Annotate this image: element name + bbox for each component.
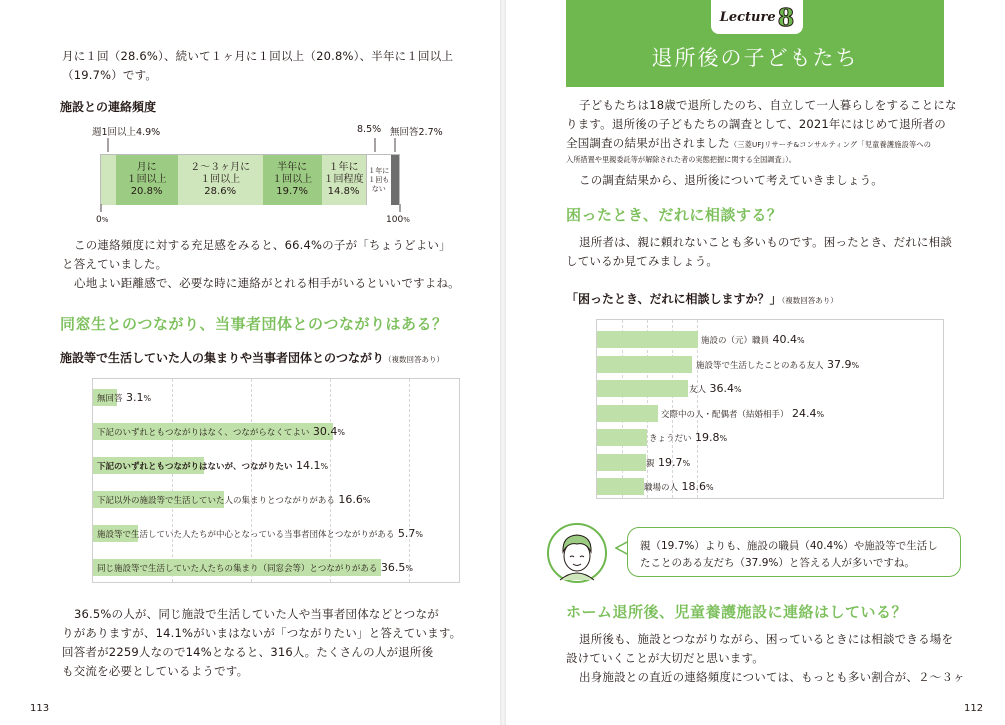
section-heading-contact: ホーム退所後、児童養護施設に連絡はしている？ — [566, 603, 908, 621]
tick-0: 0% — [96, 215, 109, 225]
para1-line-2: ります。退所後の子どもたちの調査として、2021年にはじめて退所者の — [566, 117, 946, 131]
right-page — [503, 0, 1005, 725]
bar-category: 施設等で生活したことのある友人 — [696, 360, 824, 371]
stacked-segment — [366, 155, 391, 205]
lecture-header — [566, 0, 944, 87]
bar — [597, 454, 646, 471]
stacked-bar-axis — [100, 204, 402, 214]
section-heading-consult: 困ったとき、だれに相談する？ — [566, 206, 783, 224]
bar-category: 親 — [646, 458, 655, 469]
bar — [597, 331, 698, 348]
callout-leader-lines — [100, 134, 410, 154]
bar-category: 無回答 — [97, 394, 123, 404]
bar-value: 40.4% — [769, 333, 805, 346]
bar-value: 37.9% — [823, 357, 860, 371]
speech-line-1: 親（19.7%）よりも、施設の職員（40.4%）や施設等で生活し — [640, 540, 938, 552]
bar-label — [93, 525, 423, 544]
stacked-segment-label: 半年に １回以上 19.7% — [272, 162, 313, 197]
stacked-segment-label: 月に １回以上 20.8% — [126, 162, 167, 197]
bar-category: 施設等で生活していた人たちが中心となっている当事者団体とつながりがある — [97, 530, 395, 540]
para3-line-2: りがありますが、14.1%がいまはないが「つながりたい」と答えています。 — [62, 626, 462, 640]
bar-label — [93, 491, 370, 510]
lecture-title: 退所後の子どもたち — [651, 46, 859, 70]
bar-category: 同じ施設等で生活していた人たちの集まり（同窓会等）とつながりがある — [97, 564, 378, 574]
callout-no-answer: 無回答2.7% — [390, 127, 443, 138]
para3-line-4: も交流を必要としているようです。 — [62, 664, 249, 678]
para2-line-3: 心地よい距離感で、必要な時に連絡がとれる相手がいるといいですよね。 — [74, 276, 460, 290]
lecture-number: 8 — [777, 2, 795, 32]
bar-category: 下記のいずれともつながりはなく、つながらなくてよい — [97, 428, 310, 438]
stacked-segment — [178, 155, 263, 205]
bar-category: 下記以外の施設等で生活していた人の集まりとつながりがある — [97, 496, 335, 506]
bar-value: 5.7% — [394, 527, 423, 540]
para1-line-5: この調査結果から、退所後について考えていきましょう。 — [579, 173, 883, 187]
section-heading-connections: 同窓生とのつながり、当事者団体とのつながりはある？ — [60, 315, 448, 333]
section1-line-2: しているか見てみましょう。 — [566, 254, 719, 268]
para2-line-2: と答えていました。 — [62, 257, 168, 271]
stacked-segment-label: １年に １回程度 14.8% — [323, 162, 364, 197]
gridline — [330, 379, 331, 582]
bar — [597, 429, 647, 446]
intro-line-2: （19.7%）です。 — [62, 68, 158, 82]
bar-value: 3.1% — [122, 391, 152, 404]
bar — [597, 356, 692, 373]
para3-line-1: 36.5%の人が、同じ施設で生活していた人や当事者団体などとつなが — [74, 607, 439, 621]
section2-line-3: 出身施設との直近の連絡頻度については、もっとも多い割合が、２～３ヶ — [579, 670, 965, 684]
section1-line-1: 退所者は、親に頼れないことも多いものです。困ったとき、だれに相談 — [579, 235, 953, 249]
left-page — [0, 0, 502, 725]
tick-100: 100% — [386, 215, 410, 225]
bar-value: 14.1% — [292, 459, 329, 472]
contact-chart-title: 施設との連絡頻度 — [60, 100, 157, 114]
bar-category: 交際中の人・配偶者（結婚相手） — [661, 409, 789, 420]
page-number-right: 112 — [964, 703, 984, 714]
callout-weekly: 週1回以上4.9% — [92, 127, 161, 138]
bar — [597, 405, 658, 422]
bar-value: 36.5% — [377, 561, 413, 574]
gridline — [251, 379, 252, 582]
bar-value: 36.4% — [706, 382, 742, 395]
bar-value: 24.4% — [788, 406, 825, 420]
contact-stacked-bar — [100, 154, 400, 204]
bar-value: 18.6% — [678, 480, 714, 493]
boy-avatar-icon — [546, 522, 608, 584]
para2-line-1: この連絡頻度に対する充足感をみると、66.4%の子が「ちょうどよい」 — [74, 238, 451, 252]
bar-label — [642, 454, 690, 473]
bar-label — [93, 559, 413, 578]
bar-label — [692, 356, 859, 375]
gridline — [172, 379, 173, 582]
consult-chart-title: 「困ったとき、だれに相談しますか？」（複数回答あり） — [566, 292, 838, 306]
stacked-segment — [101, 155, 116, 205]
bar-label — [645, 429, 727, 448]
speech-bubble — [627, 527, 961, 577]
callout-8-5: 8.5% — [357, 124, 382, 135]
bar-label — [93, 457, 328, 476]
stacked-segment — [391, 155, 399, 205]
bar-label — [685, 380, 742, 399]
para3-line-3: 回答者が2259人なので14%となると、316人。たくさんの人が退所後 — [62, 645, 434, 659]
para1-line-1: 子どもたちは18歳で退所したのち、自立して一人暮らしをすることにな — [579, 98, 957, 112]
bar-value: 30.4% — [309, 425, 345, 438]
connection-bar-chart — [92, 378, 460, 583]
bar-category: 職場の人 — [644, 483, 679, 493]
bar-label — [640, 478, 714, 497]
page-number-left: 113 — [30, 703, 50, 714]
intro-line-1: 月に１回（28.6%）、続いて１ヶ月に１回以上（20.8%）、半年に１回以上 — [62, 49, 454, 63]
lecture-tab — [711, 0, 803, 34]
bar-label — [657, 405, 824, 424]
bar-category: きょうだい — [649, 434, 692, 444]
consult-bar-chart — [596, 319, 944, 499]
stacked-segment — [116, 155, 178, 205]
gridline — [409, 379, 410, 582]
bar-label — [93, 423, 345, 442]
section2-line-2: 設けていくことが大切だと思います。 — [566, 651, 764, 665]
para1-line-4-note: 入所措置や里親委託等が解除された者の実態把握に関する全国調査」）。 — [566, 155, 796, 164]
bar — [597, 478, 644, 495]
para1-line-3: 全国調査の結果が出されました（三菱UFJリサーチ&コンサルティング「児童養護施設等への — [566, 136, 932, 150]
stacked-segment-label: ２～３ヶ月に １回以上 28.6% — [190, 162, 251, 197]
stacked-segment — [263, 155, 322, 205]
bar-category: 施設の（元）職員 — [701, 336, 770, 346]
connection-chart-title: 施設等で生活していた人の集まりや当事者団体とのつながり（複数回答あり） — [60, 351, 445, 365]
bar-value: 16.6% — [334, 493, 371, 506]
bar-category: 下記のいずれともつながりはないが、つながりたい — [97, 462, 293, 472]
section2-line-1: 退所後も、施設とつながりながら、困っているときには相談できる場を — [579, 632, 954, 646]
bar — [597, 380, 688, 397]
bar-value: 19.7% — [654, 455, 691, 469]
lecture-word: Lecture — [719, 9, 776, 25]
speech-line-2: たことのある友だち（37.9%）と答える人が多いですね。 — [640, 557, 915, 569]
bar-label — [697, 331, 805, 350]
bar-category: 友人 — [689, 385, 707, 395]
stacked-segment-label: １年に １回も ない — [368, 166, 390, 193]
bar-label — [93, 389, 151, 408]
bar-value: 19.8% — [691, 431, 728, 444]
stacked-segment — [322, 155, 366, 205]
